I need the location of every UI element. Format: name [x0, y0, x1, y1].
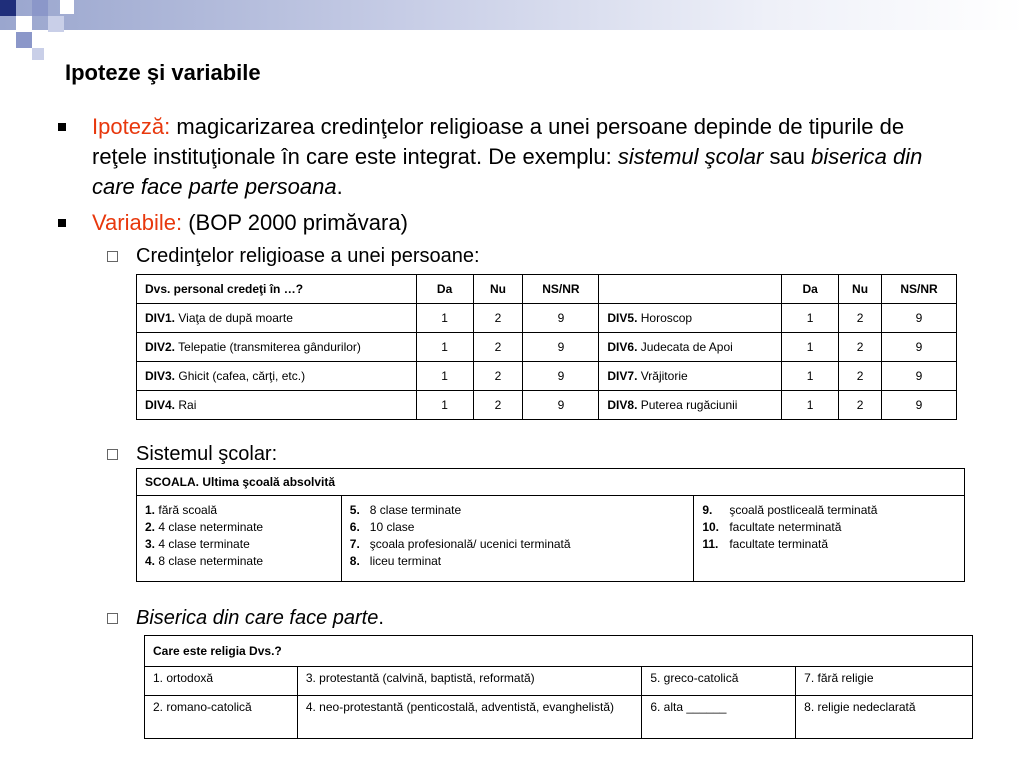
option-label: facultate terminată	[729, 537, 829, 551]
cell-nsnr: 9	[523, 391, 599, 420]
list-item	[145, 519, 333, 536]
header-da: Da	[416, 275, 473, 304]
belief-label: Puterea rugăciunii	[640, 398, 738, 412]
corner-square-mid	[32, 0, 48, 16]
school-col-1	[137, 496, 342, 582]
belief-code: DIV5.	[607, 311, 638, 325]
school-col-2	[341, 496, 694, 582]
table-row	[137, 391, 957, 420]
belief-code: DIV4.	[145, 398, 176, 412]
option-label: 4 clase terminate	[158, 537, 250, 551]
belief-label: Telepatie (transmiterea gândurilor)	[178, 340, 361, 354]
belief-item	[137, 304, 417, 333]
school-col-3	[694, 496, 965, 582]
religion-table	[144, 635, 973, 739]
hollow-square-bullet-icon	[107, 251, 118, 262]
religion-option: 2. romano-catolică	[145, 696, 298, 739]
religion-option: 5. greco-catolică	[642, 667, 796, 696]
option-label: fără scoală	[158, 503, 218, 517]
hypothesis-paragraph	[92, 112, 952, 202]
header-question: Dvs. personal credeţi în …?	[137, 275, 417, 304]
list-item	[145, 553, 333, 570]
school-table	[136, 468, 965, 582]
cell-da: 1	[782, 304, 839, 333]
list-item	[350, 553, 686, 570]
cell-nsnr: 9	[882, 362, 957, 391]
variables-label: Variabile:	[92, 210, 183, 235]
cell-nsnr: 9	[523, 362, 599, 391]
option-label: liceu terminat	[369, 554, 442, 568]
hypothesis-text: magicarizarea credinţelor religioase a unei persoane depinde de tipurile de reţele instituţionale în care este integrat. De exemplu:	[92, 114, 905, 169]
beliefs-subheading: Credinţelor religioase a unei persoane:	[136, 245, 480, 267]
religion-option: 1. ortodoxă	[145, 667, 298, 696]
belief-code: DIV6.	[607, 340, 638, 354]
cell-nu: 2	[473, 333, 523, 362]
church-subheading	[136, 607, 384, 630]
cell-da: 1	[782, 333, 839, 362]
belief-code: DIV2.	[145, 340, 176, 354]
option-label: 4 clase neterminate	[158, 520, 264, 534]
table-row	[137, 333, 957, 362]
header-nu-2: Nu	[839, 275, 882, 304]
belief-item	[137, 333, 417, 362]
table-row	[145, 696, 973, 739]
variables-line	[92, 208, 408, 238]
cell-nu: 2	[839, 304, 882, 333]
header-da-2: Da	[782, 275, 839, 304]
belief-label: Vrăjitorie	[640, 369, 688, 383]
header-gradient-bar	[0, 0, 1024, 30]
option-number: 10.	[702, 520, 719, 534]
school-subheading: Sistemul şcolar:	[136, 443, 278, 465]
table-row	[137, 362, 957, 391]
cell-nu: 2	[473, 391, 523, 420]
option-label: 8 clase terminate	[369, 503, 462, 517]
option-number: 4.	[145, 554, 156, 568]
hollow-square-bullet-icon	[107, 613, 118, 624]
list-item	[702, 519, 956, 536]
belief-item	[137, 391, 417, 420]
belief-label: Judecata de Apoi	[640, 340, 733, 354]
table-row	[145, 667, 973, 696]
hypothesis-end: .	[336, 174, 343, 199]
religion-option: 4. neo-protestantă (penticostală, adventistă, evanghelistă)	[297, 696, 642, 739]
cell-nsnr: 9	[882, 333, 957, 362]
header-nsnr-2: NS/NR	[882, 275, 957, 304]
cell-nu: 2	[473, 304, 523, 333]
cell-da: 1	[416, 304, 473, 333]
list-item	[350, 519, 686, 536]
list-item	[702, 536, 956, 553]
hypothesis-italic-church: biserica din care face parte persoana	[92, 144, 923, 199]
variables-text: (BOP 2000 primăvara)	[188, 210, 408, 235]
corner-square-dark	[0, 0, 16, 16]
beliefs-table	[136, 274, 957, 420]
belief-code: DIV8.	[607, 398, 638, 412]
table-row	[137, 304, 957, 333]
option-number: 1.	[145, 503, 156, 517]
option-number: 2.	[145, 520, 156, 534]
list-item	[145, 536, 333, 553]
slide-title: Ipoteze şi variabile	[65, 60, 261, 85]
option-label: 10 clase	[369, 520, 415, 534]
square-bullet-icon	[58, 219, 66, 227]
list-item	[350, 502, 686, 519]
corner-square-pale	[48, 16, 64, 32]
religion-table-header: Care este religia Dvs.?	[145, 636, 973, 667]
corner-square-light	[16, 16, 32, 32]
belief-label: Rai	[178, 398, 197, 412]
cell-da: 1	[416, 362, 473, 391]
cell-nu: 2	[473, 362, 523, 391]
belief-label: Ghicit (cafea, cărţi, etc.)	[178, 369, 306, 383]
belief-code: DIV7.	[607, 369, 638, 383]
church-subheading-italic: Biserica din care face parte	[136, 607, 379, 629]
option-label: şcoală postliceală terminată	[729, 503, 878, 517]
option-label: facultate neterminată	[729, 520, 842, 534]
option-number: 8.	[349, 554, 360, 568]
list-item	[350, 536, 686, 553]
option-number: 3.	[145, 537, 156, 551]
religion-option: 6. alta ______	[642, 696, 796, 739]
belief-item	[599, 304, 782, 333]
cell-nsnr: 9	[882, 304, 957, 333]
cell-nsnr: 9	[882, 391, 957, 420]
hypothesis-italic-school: sistemul şcolar	[617, 144, 764, 169]
belief-item	[599, 391, 782, 420]
church-subheading-end: .	[378, 607, 384, 629]
list-item	[145, 502, 333, 519]
square-bullet-icon	[58, 123, 66, 131]
corner-square-pale-2	[32, 48, 44, 60]
option-number: 6.	[349, 520, 360, 534]
option-number: 5.	[349, 503, 360, 517]
belief-label: Viaţa de după moarte	[178, 311, 293, 325]
cell-nsnr: 9	[523, 333, 599, 362]
list-item	[702, 502, 956, 519]
option-number: 9.	[702, 503, 713, 517]
option-label: 8 clase neterminate	[158, 554, 264, 568]
corner-square-mid-2	[16, 32, 32, 48]
belief-code: DIV3.	[145, 369, 176, 383]
religion-option: 3. protestantă (calvină, baptistă, reformată)	[297, 667, 642, 696]
religion-option: 8. religie nedeclarată	[796, 696, 973, 739]
belief-item	[137, 362, 417, 391]
belief-item	[599, 333, 782, 362]
beliefs-header-row	[137, 275, 957, 304]
cell-nsnr: 9	[523, 304, 599, 333]
belief-code: DIV1.	[145, 311, 176, 325]
header-nsnr: NS/NR	[523, 275, 599, 304]
option-label: şcoala profesională/ ucenici terminată	[369, 537, 571, 551]
corner-square-white	[60, 0, 74, 14]
school-table-header: SCOALA. Ultima şcoală absolvită	[137, 469, 965, 496]
header-empty	[599, 275, 782, 304]
hollow-square-bullet-icon	[107, 449, 118, 460]
belief-item	[599, 362, 782, 391]
cell-nu: 2	[839, 333, 882, 362]
belief-label: Horoscop	[640, 311, 693, 325]
cell-nu: 2	[839, 391, 882, 420]
cell-da: 1	[416, 391, 473, 420]
option-number: 11.	[702, 537, 719, 551]
cell-nu: 2	[839, 362, 882, 391]
religion-option: 7. fără religie	[796, 667, 973, 696]
cell-da: 1	[416, 333, 473, 362]
hypothesis-and: sau	[769, 144, 805, 169]
header-nu: Nu	[473, 275, 523, 304]
cell-da: 1	[782, 391, 839, 420]
cell-da: 1	[782, 362, 839, 391]
option-number: 7.	[349, 537, 360, 551]
hypothesis-label: Ipoteză:	[92, 114, 171, 139]
